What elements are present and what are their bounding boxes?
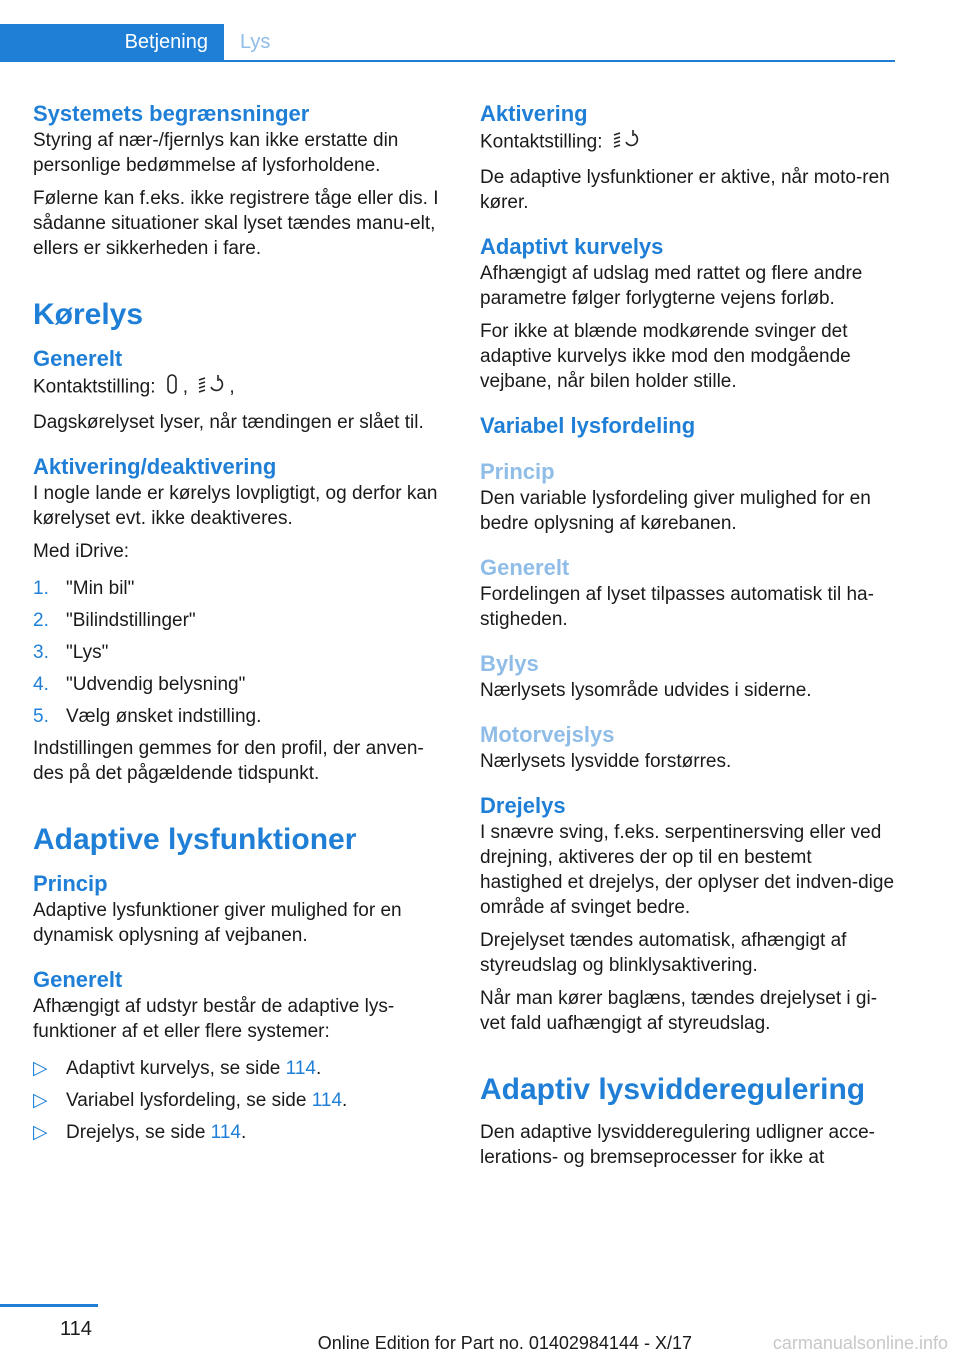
paragraph: De adaptive lysfunktioner er aktive, når moto-ren kører. bbox=[480, 167, 890, 213]
paragraph: Fordelingen af lyset tilpasses automatisk til ha-stigheden. bbox=[480, 584, 874, 630]
section-tab-betjening: Betjening bbox=[0, 24, 224, 61]
list-item: ▷ Adaptivt kurvelys, se side 114. bbox=[33, 1058, 322, 1079]
paragraph: Afhængigt af udstyr består de adaptive lys-funktioner af et eller flere systemer: bbox=[33, 996, 395, 1042]
left-column bbox=[33, 100, 445, 1152]
page-link[interactable]: 114 bbox=[311, 1090, 343, 1111]
list-item: ▷ Drejelys, se side 114. bbox=[33, 1122, 247, 1143]
heading-adaptiv-lysvidderegulering: Adaptiv lysvidderegulering bbox=[480, 1073, 866, 1106]
kontakt-label: Kontaktstilling: bbox=[33, 376, 156, 398]
paragraph: Når man kører baglæns, tændes drejelyset i gi-vet fald uafhængigt af styreudslag. bbox=[480, 988, 878, 1034]
heading-variabel-lysfordeling: Variabel lysfordeling bbox=[480, 413, 696, 438]
heading-adaptivt-kurvelys: Adaptivt kurvelys bbox=[480, 234, 664, 259]
heading-generelt: Generelt bbox=[33, 346, 123, 371]
heading-aktivering: Aktivering bbox=[480, 101, 588, 126]
watermark: carmanualsonline.info bbox=[772, 1333, 948, 1353]
right-column bbox=[480, 100, 898, 1178]
list-item: 5. Vælg ønsket indstilling. bbox=[33, 706, 262, 727]
page-number: 114 bbox=[60, 1318, 92, 1340]
comma: , bbox=[182, 376, 189, 398]
bullet-icon: ▷ bbox=[33, 1058, 48, 1079]
paragraph: Den adaptive lysvidderegulering udligner acce-lerations- og bremseprocesser for ikke at bbox=[480, 1122, 876, 1168]
paragraph: Den variable lysfordeling giver mulighed for en bedre oplysning af kørebanen. bbox=[480, 488, 871, 534]
heading-motorvejslys: Motorvejslys bbox=[480, 722, 615, 747]
heading-generelt: Generelt bbox=[33, 967, 123, 992]
heading-bylys: Bylys bbox=[480, 651, 539, 676]
header-rule bbox=[0, 60, 895, 62]
paragraph: Indstillingen gemmes for den profil, der anven-des på det pågældende tidspunkt. bbox=[33, 738, 424, 784]
paragraph: Styring af nær-/fjernlys kan ikke erstatte din personlige bedømmelse af lysforholdene. bbox=[33, 130, 399, 176]
list-item: 2. "Bilindstillinger" bbox=[33, 610, 196, 631]
ignition-off-icon bbox=[165, 373, 179, 402]
paragraph: Afhængigt af udslag med rattet og flere andre parametre følger forlygterne vejens forløb. bbox=[480, 263, 863, 309]
paragraph: Følerne kan f.eks. ikke registrere tåge eller dis. I sådanne situationer skal lyset tændes manu-elt, ellers er sikkerheden i fare. bbox=[33, 188, 439, 259]
kontaktstilling-line bbox=[33, 373, 445, 402]
paragraph: Adaptive lysfunktioner giver mulighed for en dynamisk oplysning af vejbanen. bbox=[33, 900, 402, 946]
list-item: ▷ Variabel lysfordeling, se side 114. bbox=[33, 1090, 348, 1111]
heading-korelys: Kørelys bbox=[33, 298, 144, 331]
page-link[interactable]: 114 bbox=[210, 1122, 241, 1143]
engine-start-icon bbox=[197, 373, 225, 402]
paragraph: Med iDrive: bbox=[33, 541, 130, 562]
list-item: 4. "Udvendig belysning" bbox=[33, 674, 246, 695]
edition-text: Online Edition for Part no. 01402984144 - X/17 bbox=[317, 1333, 692, 1353]
comma: , bbox=[229, 376, 235, 398]
heading-generelt: Generelt bbox=[480, 555, 570, 580]
bullet-icon: ▷ bbox=[33, 1122, 48, 1143]
kontaktstilling-line bbox=[480, 128, 898, 157]
paragraph: For ikke at blænde modkørende svinger det adaptive kurvelys ikke mod den modgående vejbane, når bilen holder stille. bbox=[480, 321, 851, 392]
section-tab-lys: Lys bbox=[240, 31, 271, 53]
paragraph: Drejelyset tændes automatisk, afhængigt af styreudslag og blinklysaktivering. bbox=[480, 930, 847, 976]
heading-drejelys: Drejelys bbox=[480, 793, 566, 818]
heading-systemets-begraensninger: Systemets begrænsninger bbox=[33, 101, 310, 126]
numbered-list bbox=[33, 576, 445, 729]
bullet-list bbox=[33, 1056, 445, 1145]
paragraph: Nærlysets lysområde udvides i siderne. bbox=[480, 680, 812, 701]
paragraph: Nærlysets lysvidde forstørres. bbox=[480, 751, 732, 772]
kontakt-label: Kontaktstilling: bbox=[480, 131, 603, 153]
list-item: 3. "Lys" bbox=[33, 642, 109, 663]
heading-princip: Princip bbox=[33, 871, 108, 896]
heading-aktivering-deaktivering: Aktivering/deaktivering bbox=[33, 454, 277, 479]
bullet-icon: ▷ bbox=[33, 1090, 48, 1111]
engine-start-icon bbox=[612, 128, 640, 157]
heading-princip: Princip bbox=[480, 459, 555, 484]
paragraph: I snævre sving, f.eks. serpentinersving eller ved drejning, aktiveres der op til en bestemt hastighed et drejelys, der oplyser det indven-dige område af svinget bedre. bbox=[480, 822, 895, 918]
paragraph: I nogle lande er kørelys lovpligtigt, og derfor kan kørelyset evt. ikke deaktiveres. bbox=[33, 483, 438, 529]
footer-rule bbox=[0, 1304, 98, 1307]
page-link[interactable]: 114 bbox=[285, 1058, 316, 1079]
paragraph: Dagskørelyset lyser, når tændingen er slået til. bbox=[33, 412, 424, 433]
heading-adaptive-lysfunktioner: Adaptive lysfunktioner bbox=[33, 823, 357, 856]
list-item: 1. "Min bil" bbox=[33, 578, 135, 599]
page-header bbox=[0, 24, 895, 61]
